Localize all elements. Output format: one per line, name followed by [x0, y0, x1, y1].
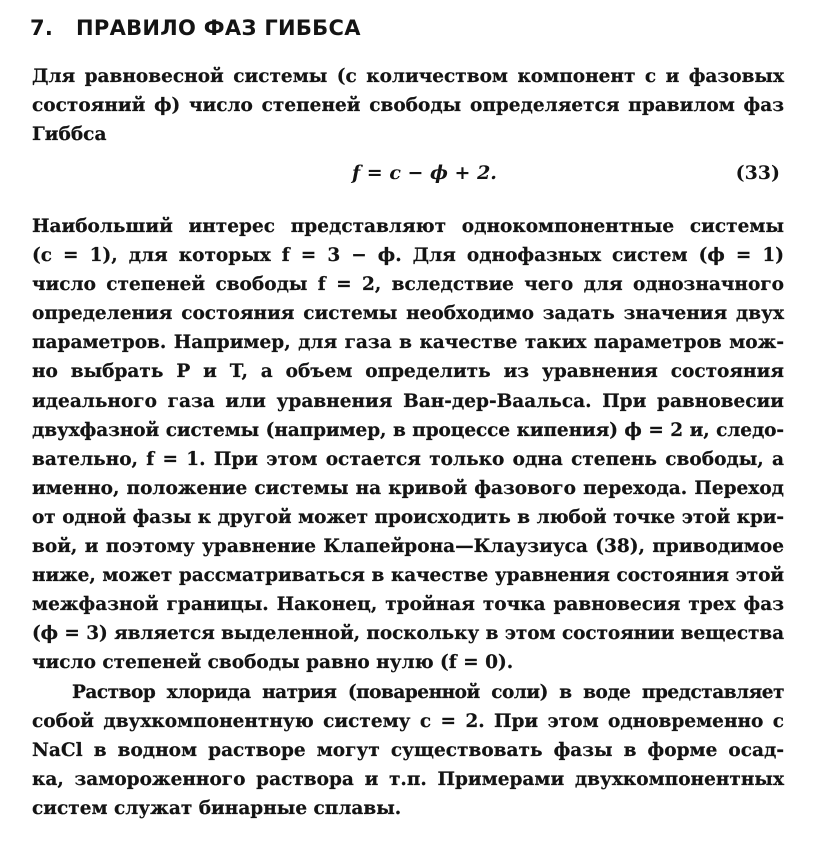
text-line: NaCl в водном растворе могут существовать фазы в форме осад- — [32, 740, 784, 762]
text-line: двухфазной системы (например, в процессе кипения) ϕ = 2 и, следо- — [32, 419, 784, 441]
text-line: состояний ϕ) число степеней свободы определяется правилом фаз — [32, 95, 784, 117]
text-line: вой, и поэтому уравнение Клапейрона—Клаузиуса (38), приводимое — [32, 536, 784, 558]
section-number: 7. — [30, 16, 54, 40]
text-line: Наибольший интерес представляют однокомпонентные системы — [32, 216, 784, 237]
equation-number: (33) — [735, 162, 780, 184]
text-line: определения состояния системы необходимо задать значения двух — [32, 303, 784, 325]
text-line: ниже, может рассматриваться в качестве уравнения состояния этой — [32, 565, 784, 587]
equation-gibbs-rule — [0, 160, 816, 192]
paragraph-one-component — [32, 212, 784, 678]
section-title: ПРАВИЛО ФАЗ ГИББСА — [76, 16, 361, 40]
text-line: собой двухкомпонентную систему c = 2. При этом одновременно с — [32, 711, 784, 733]
text-line: вательно, f = 1. При этом остается только одна степень свободы, а — [32, 448, 784, 470]
text-line: (ϕ = 3) является выделенной, поскольку в этом состоянии вещества — [32, 623, 784, 645]
text-line: Раствор хлорида натрия (поваренной соли) в воде представляет — [72, 682, 784, 703]
section-heading — [30, 16, 361, 40]
text-line: именно, положение системы на кривой фазового перехода. Переход — [32, 477, 784, 499]
text-line: систем служат бинарные сплавы. — [32, 798, 402, 820]
text-line: ка, замороженного раствора и т.п. Примерами двухкомпонентных — [32, 769, 784, 791]
paragraph-intro — [32, 62, 784, 149]
text-line: параметров. Например, для газа в качестве таких параметров мож- — [32, 332, 784, 354]
paragraph-two-component — [32, 678, 784, 823]
text-line: от одной фазы к другой может происходить в любой точке этой кри- — [32, 506, 784, 528]
text-line: число степеней свободы равно нулю (f = 0). — [32, 652, 514, 674]
text-line: Гиббса — [32, 124, 107, 146]
text-line: Для равновесной системы (с количеством компонент c и фазовых — [32, 66, 784, 87]
text-line: идеального газа или уравнения Ван-дер-Ваальса. При равновесии — [32, 390, 784, 412]
text-line: межфазной границы. Наконец, тройная точка равновесия трех фаз — [32, 594, 784, 616]
equation-formula: f = c − ϕ + 2. — [352, 162, 497, 184]
text-line: число степеней свободы f = 2, вследствие чего для однозначного — [32, 274, 784, 296]
text-line: (c = 1), для которых f = 3 − ϕ. Для однофазных систем (ϕ = 1) — [32, 245, 784, 267]
text-line: но выбрать P и T, а объем определить из уравнения состояния — [32, 361, 784, 383]
